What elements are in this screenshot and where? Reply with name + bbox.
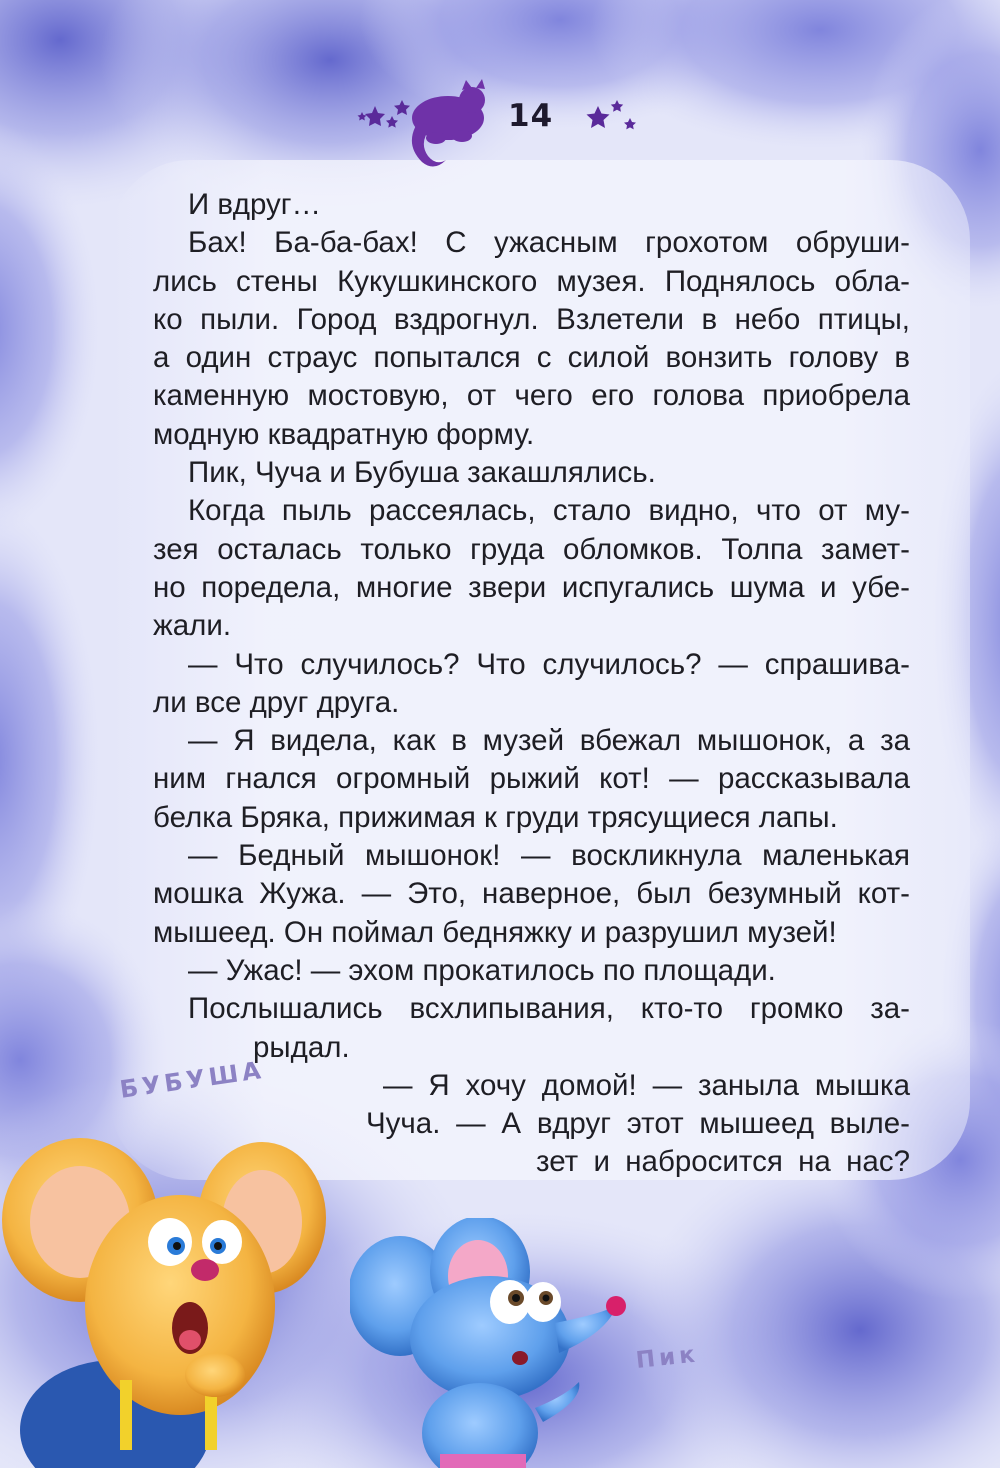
bubusha-character (0, 1130, 330, 1468)
text-line: лись стены Кукушкинского музея. Поднялось обла- (153, 264, 910, 298)
text-line: Чуча. — А вдруг этот мышеед выле- (366, 1107, 910, 1141)
page-number: 14 (508, 98, 554, 134)
text-line: жали. (153, 609, 232, 643)
text-line: Когда пыль рассеялась, стало видно, что от му- (188, 494, 910, 528)
text-line: — Бедный мышонок! — воскликнула маленькая (188, 839, 910, 873)
cat-icon (412, 79, 485, 167)
text-line: Пик, Чуча и Бубуша закашлялись. (188, 456, 656, 490)
text-line: Послышались всхлипывания, кто-то громко за- (188, 992, 910, 1026)
text-line: ним гнался огромный рыжий кот! — рассказывала (153, 762, 910, 796)
pik-character (350, 1218, 650, 1468)
page-header-ornament (0, 78, 1000, 178)
text-line: белка Бряка, прижимая к груди трясущиеся лапы. (153, 800, 838, 834)
text-line: рыдал. (253, 1030, 350, 1064)
text-line: но поредела, многие звери испугались шума и убе- (153, 570, 910, 604)
text-line: мышеед. Он поймал бедняжку и разрушил музей! (153, 915, 837, 949)
bubusha-label: БУБУША (118, 1055, 267, 1104)
text-line: — Я видела, как в музей вбежал мышонок, а за (188, 724, 910, 758)
text-line: ко пыли. Город вздрогнул. Взлетели в небо птицы, (153, 302, 910, 336)
text-line: а один страус попытался с силой вонзить голову в (153, 341, 910, 375)
pik-label: Пик (634, 1341, 700, 1374)
text-line: ли все друг друга. (153, 685, 400, 719)
text-line: мошка Жужа. — Это, наверное, был безумный кот- (153, 877, 910, 911)
story-text (153, 186, 910, 1182)
text-line: — Что случилось? Что случилось? — спрашива- (188, 647, 910, 681)
text-line: — Я хочу домой! — заныла мышка (383, 1068, 910, 1102)
star-icon (587, 100, 637, 129)
text-line: зея осталась только груда обломков. Толпа замет- (153, 532, 910, 566)
text-line: И вдруг… (188, 188, 322, 221)
star-icon (358, 100, 411, 128)
text-line: — Ужас! — эхом прокатилось по площади. (188, 953, 776, 987)
text-line: каменную мостовую, от чего его голова приобрела (153, 379, 910, 413)
text-line: модную квадратную форму. (153, 417, 535, 451)
text-line: Бах! Ба-ба-бах! С ужасным грохотом обруши- (188, 226, 910, 260)
text-line: зет и набросится на нас? (536, 1145, 910, 1179)
